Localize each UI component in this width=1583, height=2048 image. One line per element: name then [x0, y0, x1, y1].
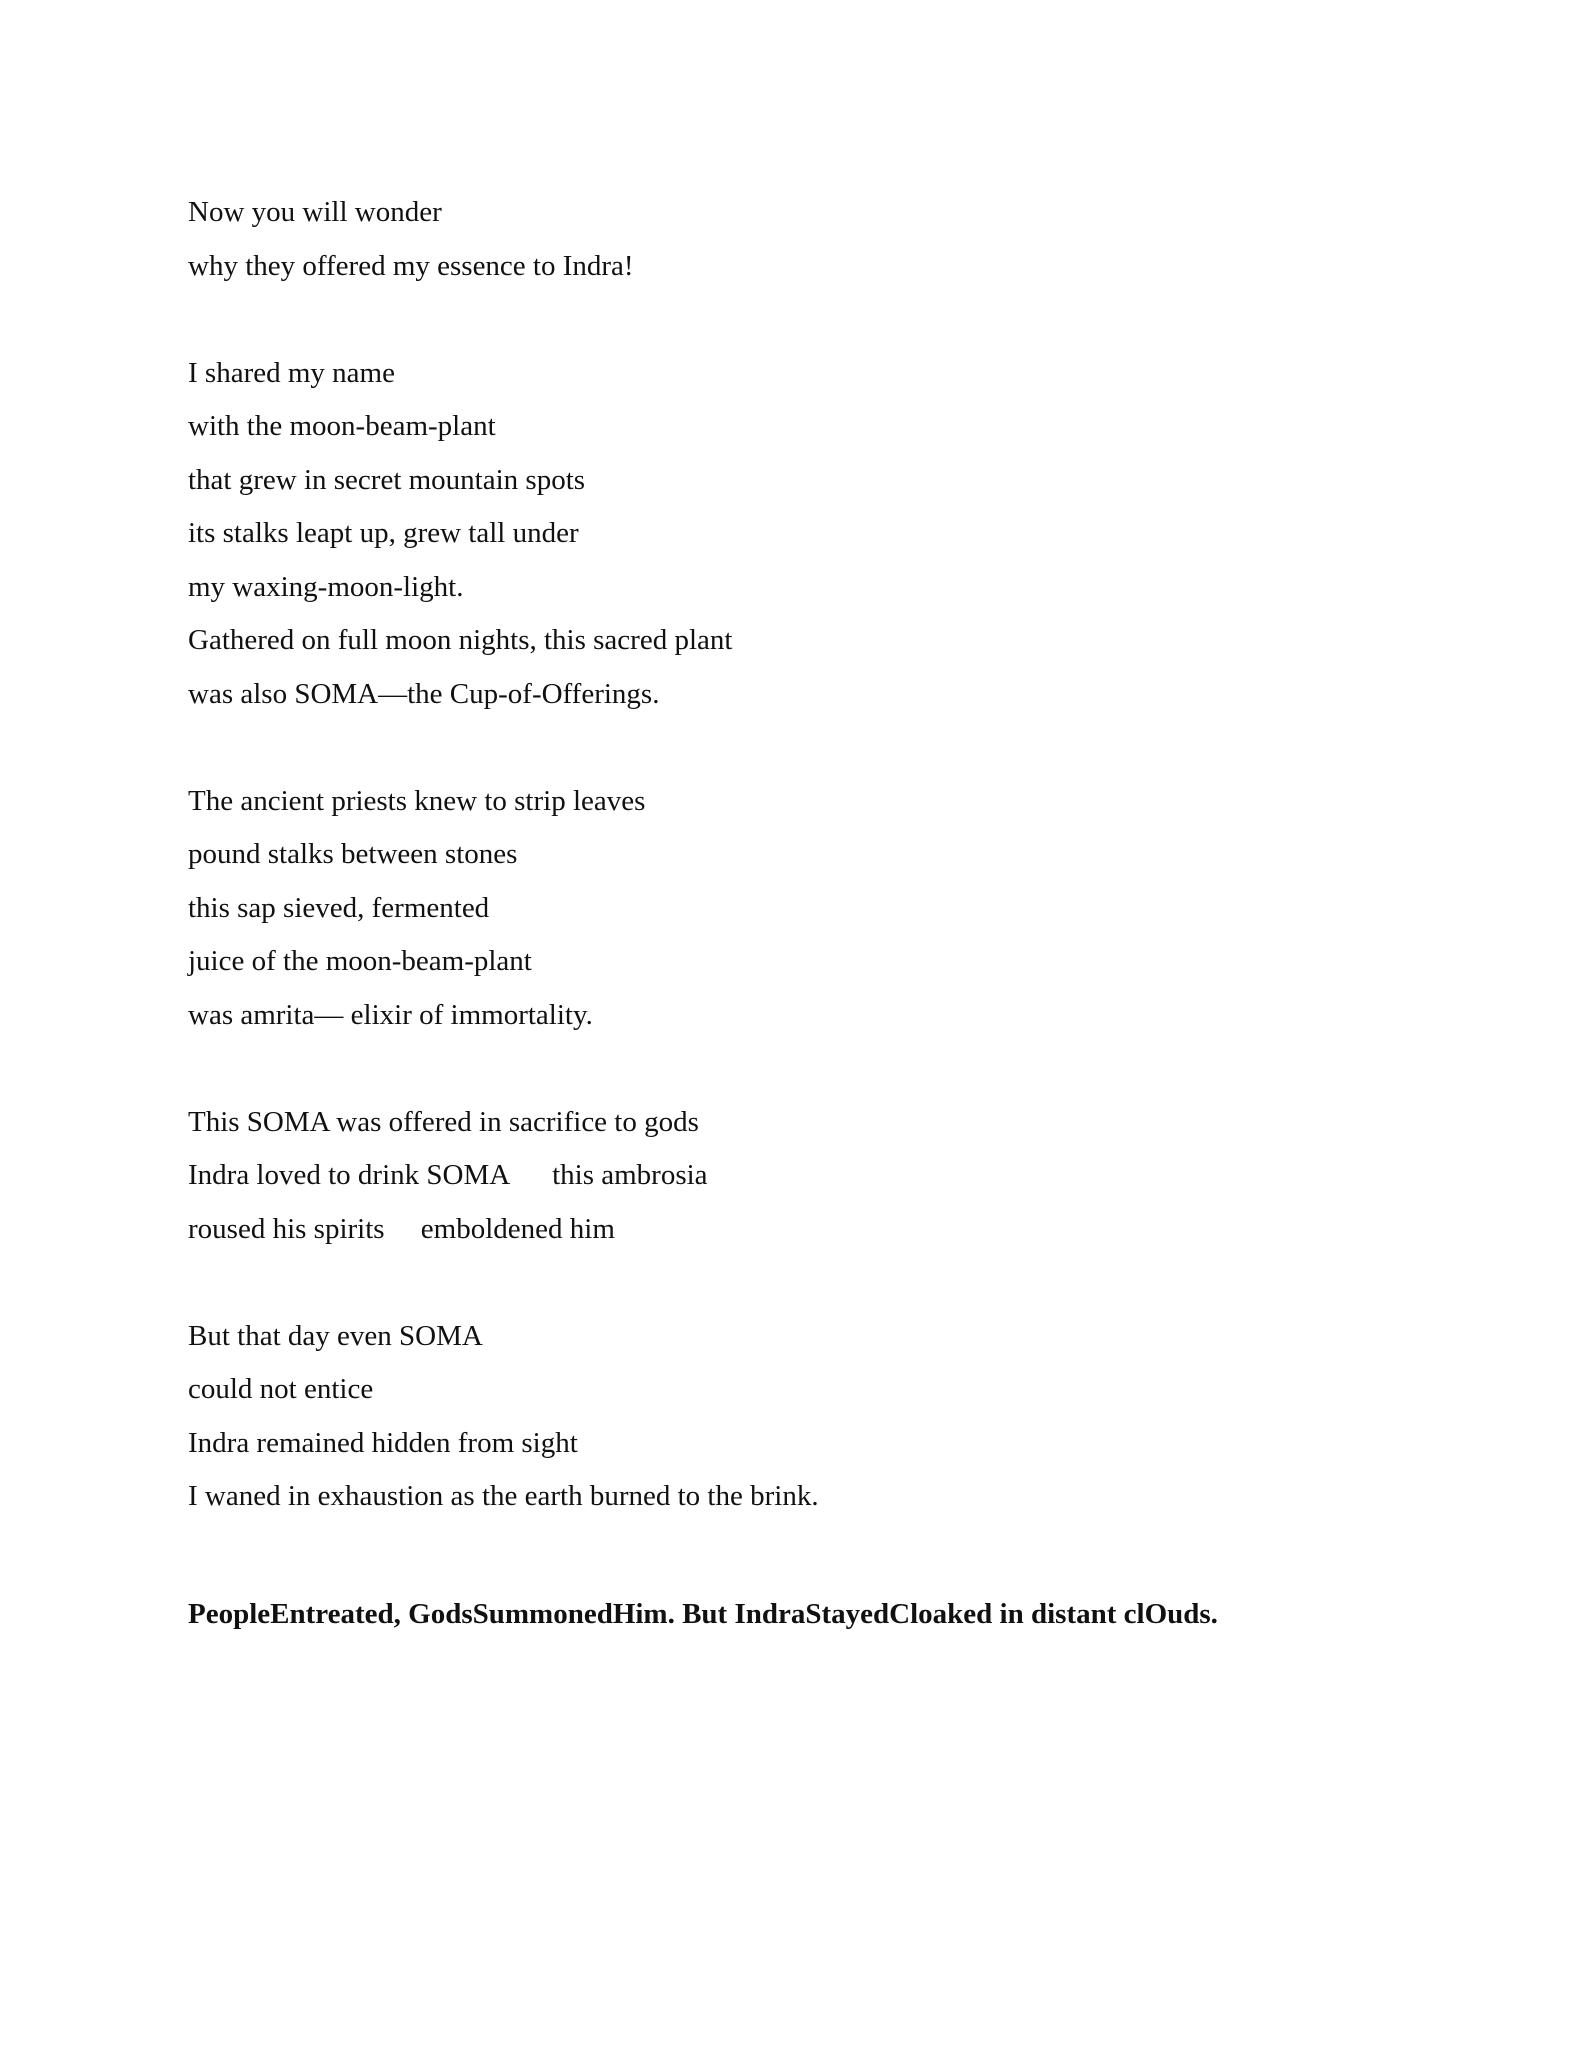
poem-line: Indra remained hidden from sight	[188, 1426, 578, 1459]
poem-line: this sap sieved, fermented	[188, 891, 490, 924]
poem-line: that grew in secret mountain spots	[188, 463, 586, 496]
poem-line: with the moon-beam-plant	[188, 410, 496, 442]
poem-line: was also SOMA—the Cup-of-Offerings.	[188, 677, 660, 710]
poem-line: The ancient priests knew to strip leaves	[188, 784, 646, 817]
poem-line: Gathered on full moon nights, this sacred plant	[188, 624, 733, 656]
stanza-5	[188, 1310, 1388, 1524]
poem-body	[188, 186, 1388, 1577]
poem-line: could not entice	[188, 1373, 374, 1405]
poem-line: This SOMA was offered in sacrifice to gods	[188, 1105, 699, 1138]
poem-line: But that day even SOMA	[188, 1319, 483, 1352]
closing-line: PeopleEntreated, GodsSummonedHim. But IndraStayedCloaked in distant clOuds.	[188, 1598, 1218, 1630]
poem-line: roused his spirits emboldened him	[188, 1212, 615, 1245]
poem-line: was amrita— elixir of immortality.	[188, 998, 593, 1031]
poem-line: its stalks leapt up, grew tall under	[188, 517, 579, 549]
poem-line: my waxing-moon-light.	[188, 570, 464, 603]
stanza-2	[188, 347, 1388, 722]
poem-line: I waned in exhaustion as the earth burned to the brink.	[188, 1480, 819, 1512]
poem-line: Now you will wonder	[188, 196, 442, 228]
poem-line: pound stalks between stones	[188, 838, 518, 870]
poem-line: I shared my name	[188, 356, 395, 389]
poem-line: Indra loved to drink SOMA this ambrosia	[188, 1159, 708, 1191]
stanza-3	[188, 775, 1388, 1043]
poem-line: why they offered my essence to Indra!	[188, 249, 634, 282]
poem-line: juice of the moon-beam-plant	[188, 945, 532, 977]
stanza-1	[188, 186, 1388, 293]
stanza-4	[188, 1096, 1388, 1257]
